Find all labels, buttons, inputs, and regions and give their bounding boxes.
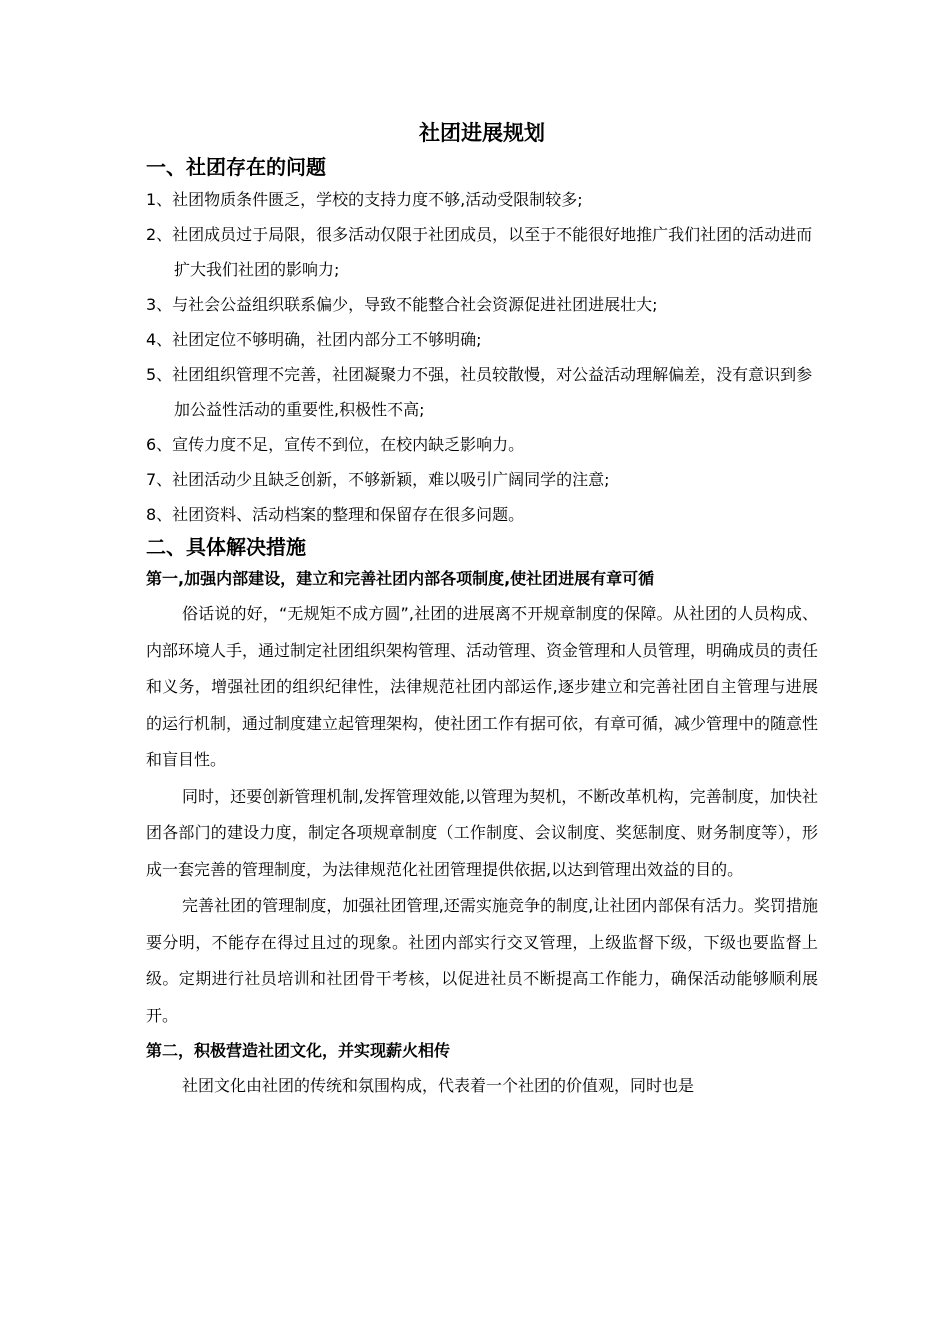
problem-list bbox=[146, 182, 818, 532]
paragraph: 同时，还要创新管理机制,发挥管理效能,以管理为契机，不断改革机构，完善制度，加快社团各部门的建设力度，制定各项规章制度（工作制度、会议制度、奖惩制度、财务制度等），形成一套完善的管理制度，为法律规范化社团管理提供依据,以达到管理出效益的目的。 bbox=[146, 786, 818, 879]
section1-heading: 一、社团存在的问题 bbox=[146, 155, 326, 179]
document-page bbox=[146, 118, 818, 1105]
list-item: 3、与社会公益组织联系偏少，导致不能整合社会资源促进社团进展壮大; bbox=[146, 295, 658, 314]
list-item: 2、社团成员过于局限，很多活动仅限于社团成员，以至于不能很好地推广我们社团的活动进而扩大我们社团的影响力; bbox=[146, 225, 813, 279]
paragraph: 俗话说的好，“无规矩不成方圆”,社团的进展离不开规章制度的保障。从社团的人员构成、内部环境人手，通过制定社团组织架构管理、活动管理、资金管理和人员管理，明确成员的责任和义务，增强社团的组织纪律性，法律规范社团内部运作,逐步建立和完善社团自主管理与进展的运行机制，通过制度建立起管理架构，使社团工作有据可依，有章可循，减少管理中的随意性和盲目性。 bbox=[146, 604, 819, 769]
list-item: 4、社团定位不够明确，社团内部分工不够明确; bbox=[146, 330, 482, 349]
subsection2-heading: 第二，积极营造社团文化，并实现薪火相传 bbox=[146, 1041, 451, 1060]
subsection1-heading: 第一,加强内部建设，建立和完善社团内部各项制度,使社团进展有章可循 bbox=[146, 569, 655, 588]
list-item: 6、宣传力度不足，宣传不到位，在校内缺乏影响力。 bbox=[146, 435, 525, 454]
paragraph: 完善社团的管理制度，加强社团管理,还需实施竞争的制度,让社团内部保有活力。奖罚措施要分明，不能存在得过且过的现象。社团内部实行交叉管理，上级监督下级，下级也要监督上级。定期进行社员培训和社团骨干考核，以促进社员不断提高工作能力，确保活动能够顺利展开。 bbox=[146, 896, 818, 1025]
list-item: 1、社团物质条件匮乏，学校的支持力度不够,活动受限制较多; bbox=[146, 190, 583, 209]
list-item: 5、社团组织管理不完善，社团凝聚力不强，社员较散慢，对公益活动理解偏差，没有意识到参加公益性活动的重要性,积极性不高; bbox=[146, 365, 813, 419]
list-item: 7、社团活动少且缺乏创新，不够新颖，难以吸引广阔同学的注意; bbox=[146, 470, 610, 489]
section2-heading: 二、具体解决措施 bbox=[146, 535, 306, 559]
paragraph: 社团文化由社团的传统和氛围构成，代表着一个社团的价值观，同时也是 bbox=[182, 1076, 695, 1095]
list-item: 8、社团资料、活动档案的整理和保留存在很多问题。 bbox=[146, 505, 525, 524]
document-title: 社团进展规划 bbox=[419, 121, 545, 145]
